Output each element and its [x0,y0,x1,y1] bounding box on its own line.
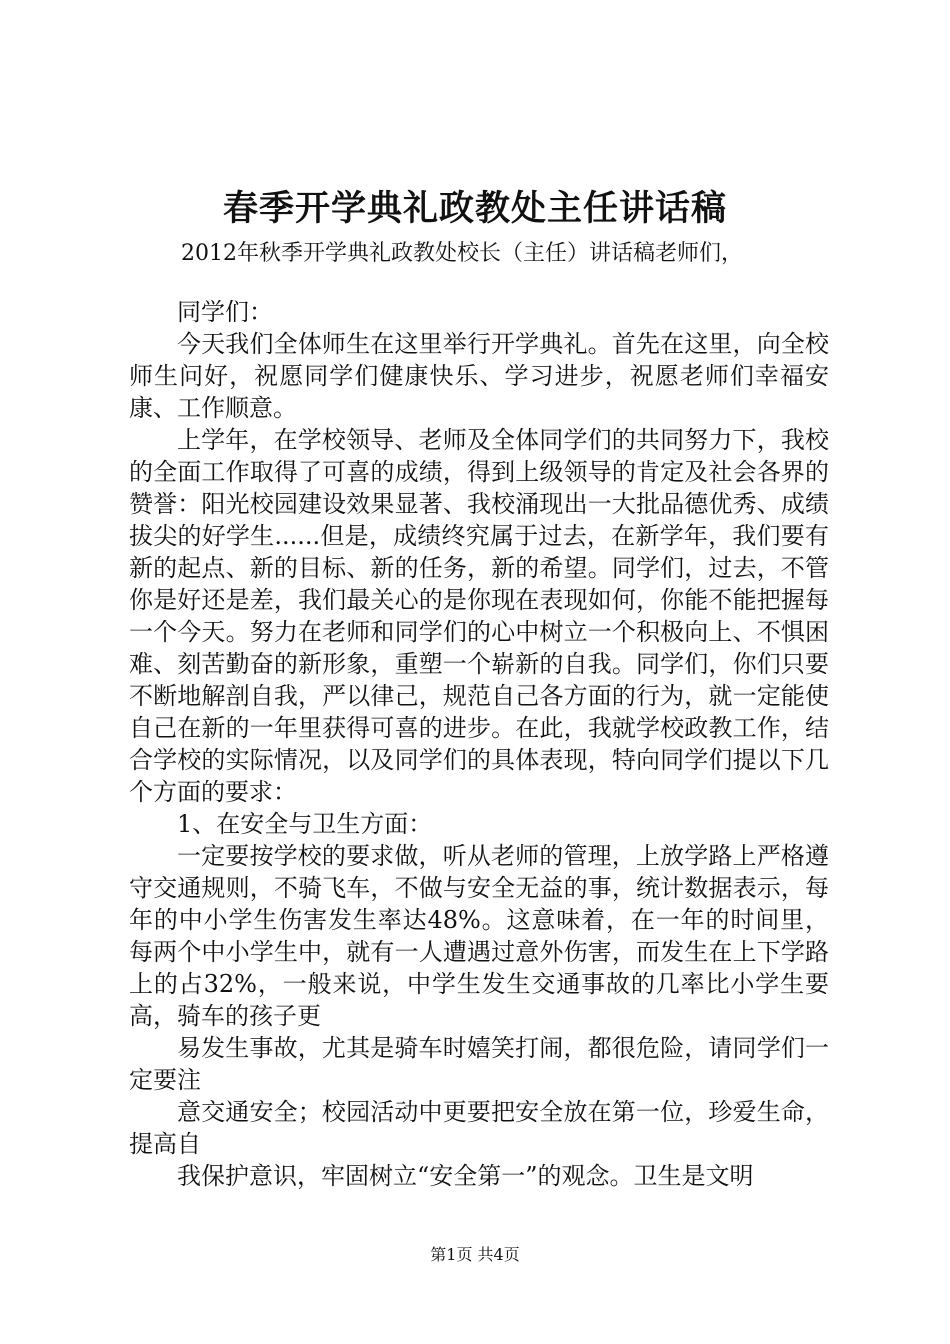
section-heading: 1、在安全与卫生方面： [177,810,433,838]
paragraph: 上学年，在学校领导、老师及全体同学们的共同努力下，我校的全面工作取得了可喜的成绩，得到上级领导的肯定及社会各界的赞誉：阳光校园建设效果显著、我校涌现出一大批品德优秀、成绩拔尖的好学生......但是，成绩终究属于过去，在新学年，我们要有新的起点、新的目标、新的任务，新的希望。同学们，过去，不管你是好还是差，我们最关心的是你现在表现如何，你能不能把握每一个今天。努力在老师和同学们的心中树立一个积极向上、不惧困难、刻苦勤奋的新形象，重塑一个崭新的自我。同学们，你们只要不断地解剖自我，严以律己，规范自己各方面的行为，就一定能使自己在新的一年里获得可喜的进步。在此，我就学校政教工作，结合学校的实际情况，以及同学们的具体表现，特向同学们提以下几个方面的要求： [129,426,829,806]
paragraph: 易发生事故，尤其是骑车时嬉笑打闹，都很危险，请同学们一定要注 [129,1034,829,1094]
page-footer: 第1页 共4页 [430,1245,520,1264]
paragraph-greeting: 同学们： [177,298,273,326]
document-title: 春季开学典礼政教处主任讲话稿 [222,188,727,229]
document-subtitle: 2012年秋季开学典礼政教处校长（主任）讲话稿老师们， [181,241,743,266]
paragraph: 意交通安全；校园活动中更要把安全放在第一位，珍爱生命，提高自 [129,1098,829,1158]
document-body [129,296,829,1192]
paragraph: 我保护意识，牢固树立“安全第一”的观念。卫生是文明 [177,1162,754,1190]
paragraph: 一定要按学校的要求做，听从老师的管理，上放学路上严格遵守交通规则，不骑飞车，不做与安全无益的事，统计数据表示，每年的中小学生伤害发生率达48%。这意味着，在一年的时间里，每两个中小学生中，就有一人遭遇过意外伤害，而发生在上下学路上的占32%，一般来说，中学生发生交通事故的几率比小学生要高，骑车的孩子更 [129,842,829,1030]
paragraph: 今天我们全体师生在这里举行开学典礼。首先在这里，向全校师生问好，祝愿同学们健康快乐、学习进步，祝愿老师们幸福安康、工作顺意。 [129,330,829,422]
